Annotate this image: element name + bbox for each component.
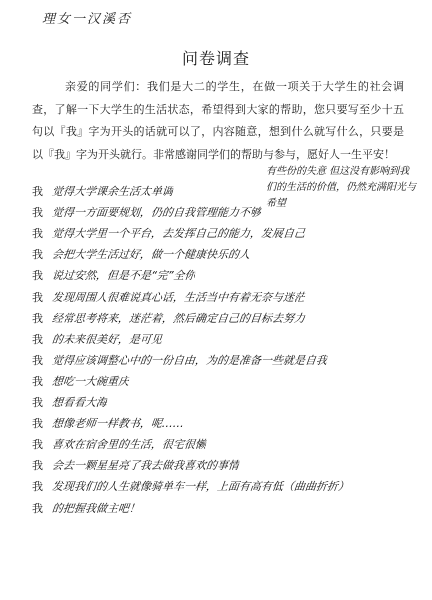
answer-prefix: 我: [32, 311, 43, 325]
answer-prefix: 我: [32, 438, 43, 452]
answer-text: 想像老师一样教书，呢……: [51, 417, 185, 431]
answer-line: [32, 431, 422, 452]
answer-prefix: 我: [32, 480, 43, 494]
answer-line: [32, 241, 422, 262]
answer-text: 经常思考将来，迷茫着，然后确定自己的目标去努力: [51, 311, 306, 325]
answer-line: [32, 410, 422, 431]
answer-prefix: 我: [32, 248, 43, 262]
answer-text: 发现周围人很难说真心话，生活当中有着无奈与迷茫: [51, 290, 306, 304]
answer-prefix: 我: [32, 396, 43, 410]
answer-prefix: 我: [32, 374, 43, 388]
answer-prefix: 我: [32, 290, 43, 304]
intro-paragraph: 亲爱的同学们：我们是大二的学生，在做一项关于大学生的社会调查，了解一下大学生的生活状态，希望得到大家的帮助，您只要写至少十五句以『我』字为开头的话就可以了，内容随意，想到什么就写什么，只要是以『我』字为开头就行。非常感谢同学们的帮助与参与，愿好人一生平安！: [32, 80, 404, 161]
answer-line: [32, 283, 422, 304]
answer-line: [32, 326, 422, 347]
answer-text: 觉得应该调整心中的一份自由，为的是准备一些就是自我: [51, 353, 328, 367]
handwritten-side-note: 有些份的失意 但这没有影响到我们的生活的价值，仍然充满阳光与希望: [266, 166, 416, 209]
answer-line: [32, 494, 422, 515]
answer-prefix: 我: [32, 227, 43, 241]
answer-line: [32, 262, 422, 283]
answer-text: 想吃一大碗重庆: [51, 374, 130, 388]
answer-line: [32, 305, 422, 326]
answer-prefix: 我: [32, 332, 43, 346]
answer-line: [32, 368, 422, 389]
answer-prefix: 我: [32, 269, 43, 283]
answer-prefix: 我: [32, 417, 43, 431]
answer-text: 的未来很美好，是可见: [51, 332, 163, 346]
answer-text: 觉得一方面要规划，仍的自我管理能力不够: [51, 206, 262, 220]
answer-text: 说过安然，但是不是“完”全你: [51, 269, 197, 283]
answer-prefix: 我: [32, 501, 43, 515]
answer-line: [32, 220, 422, 241]
answer-text: 喜欢在宿舍里的生活，很宅很懒: [51, 438, 207, 452]
answer-text: 觉得大学里一个平台，去发挥自己的能力，发展自己: [51, 227, 306, 241]
page-title: 问卷调查: [181, 49, 250, 68]
answer-line: [32, 199, 422, 220]
answer-line: [32, 452, 422, 473]
answer-line: [32, 389, 422, 410]
answer-list: [32, 178, 422, 516]
answer-text: 会去一颗星星亮了我去做我喜欢的事情: [51, 459, 240, 473]
answer-text: 想看看大海: [51, 396, 108, 410]
answer-text: 发现我们的人生就像骑单车一样，上面有高有低（曲曲折折）: [51, 480, 350, 494]
answer-line: [32, 178, 422, 199]
answer-prefix: 我: [32, 185, 43, 199]
answer-line: [32, 473, 422, 494]
answer-prefix: 我: [32, 206, 43, 220]
answer-line: [32, 347, 422, 368]
handwritten-top-note: 理女一汉溪否: [42, 12, 133, 27]
answer-text: 的把握我做主吧！: [51, 501, 141, 515]
answer-prefix: 我: [32, 459, 43, 473]
answer-prefix: 我: [32, 353, 43, 367]
answer-text: 会把大学生活过好，做一个健康快乐的人: [51, 248, 251, 262]
answer-text: 觉得大学课余生活太单调: [51, 185, 174, 199]
